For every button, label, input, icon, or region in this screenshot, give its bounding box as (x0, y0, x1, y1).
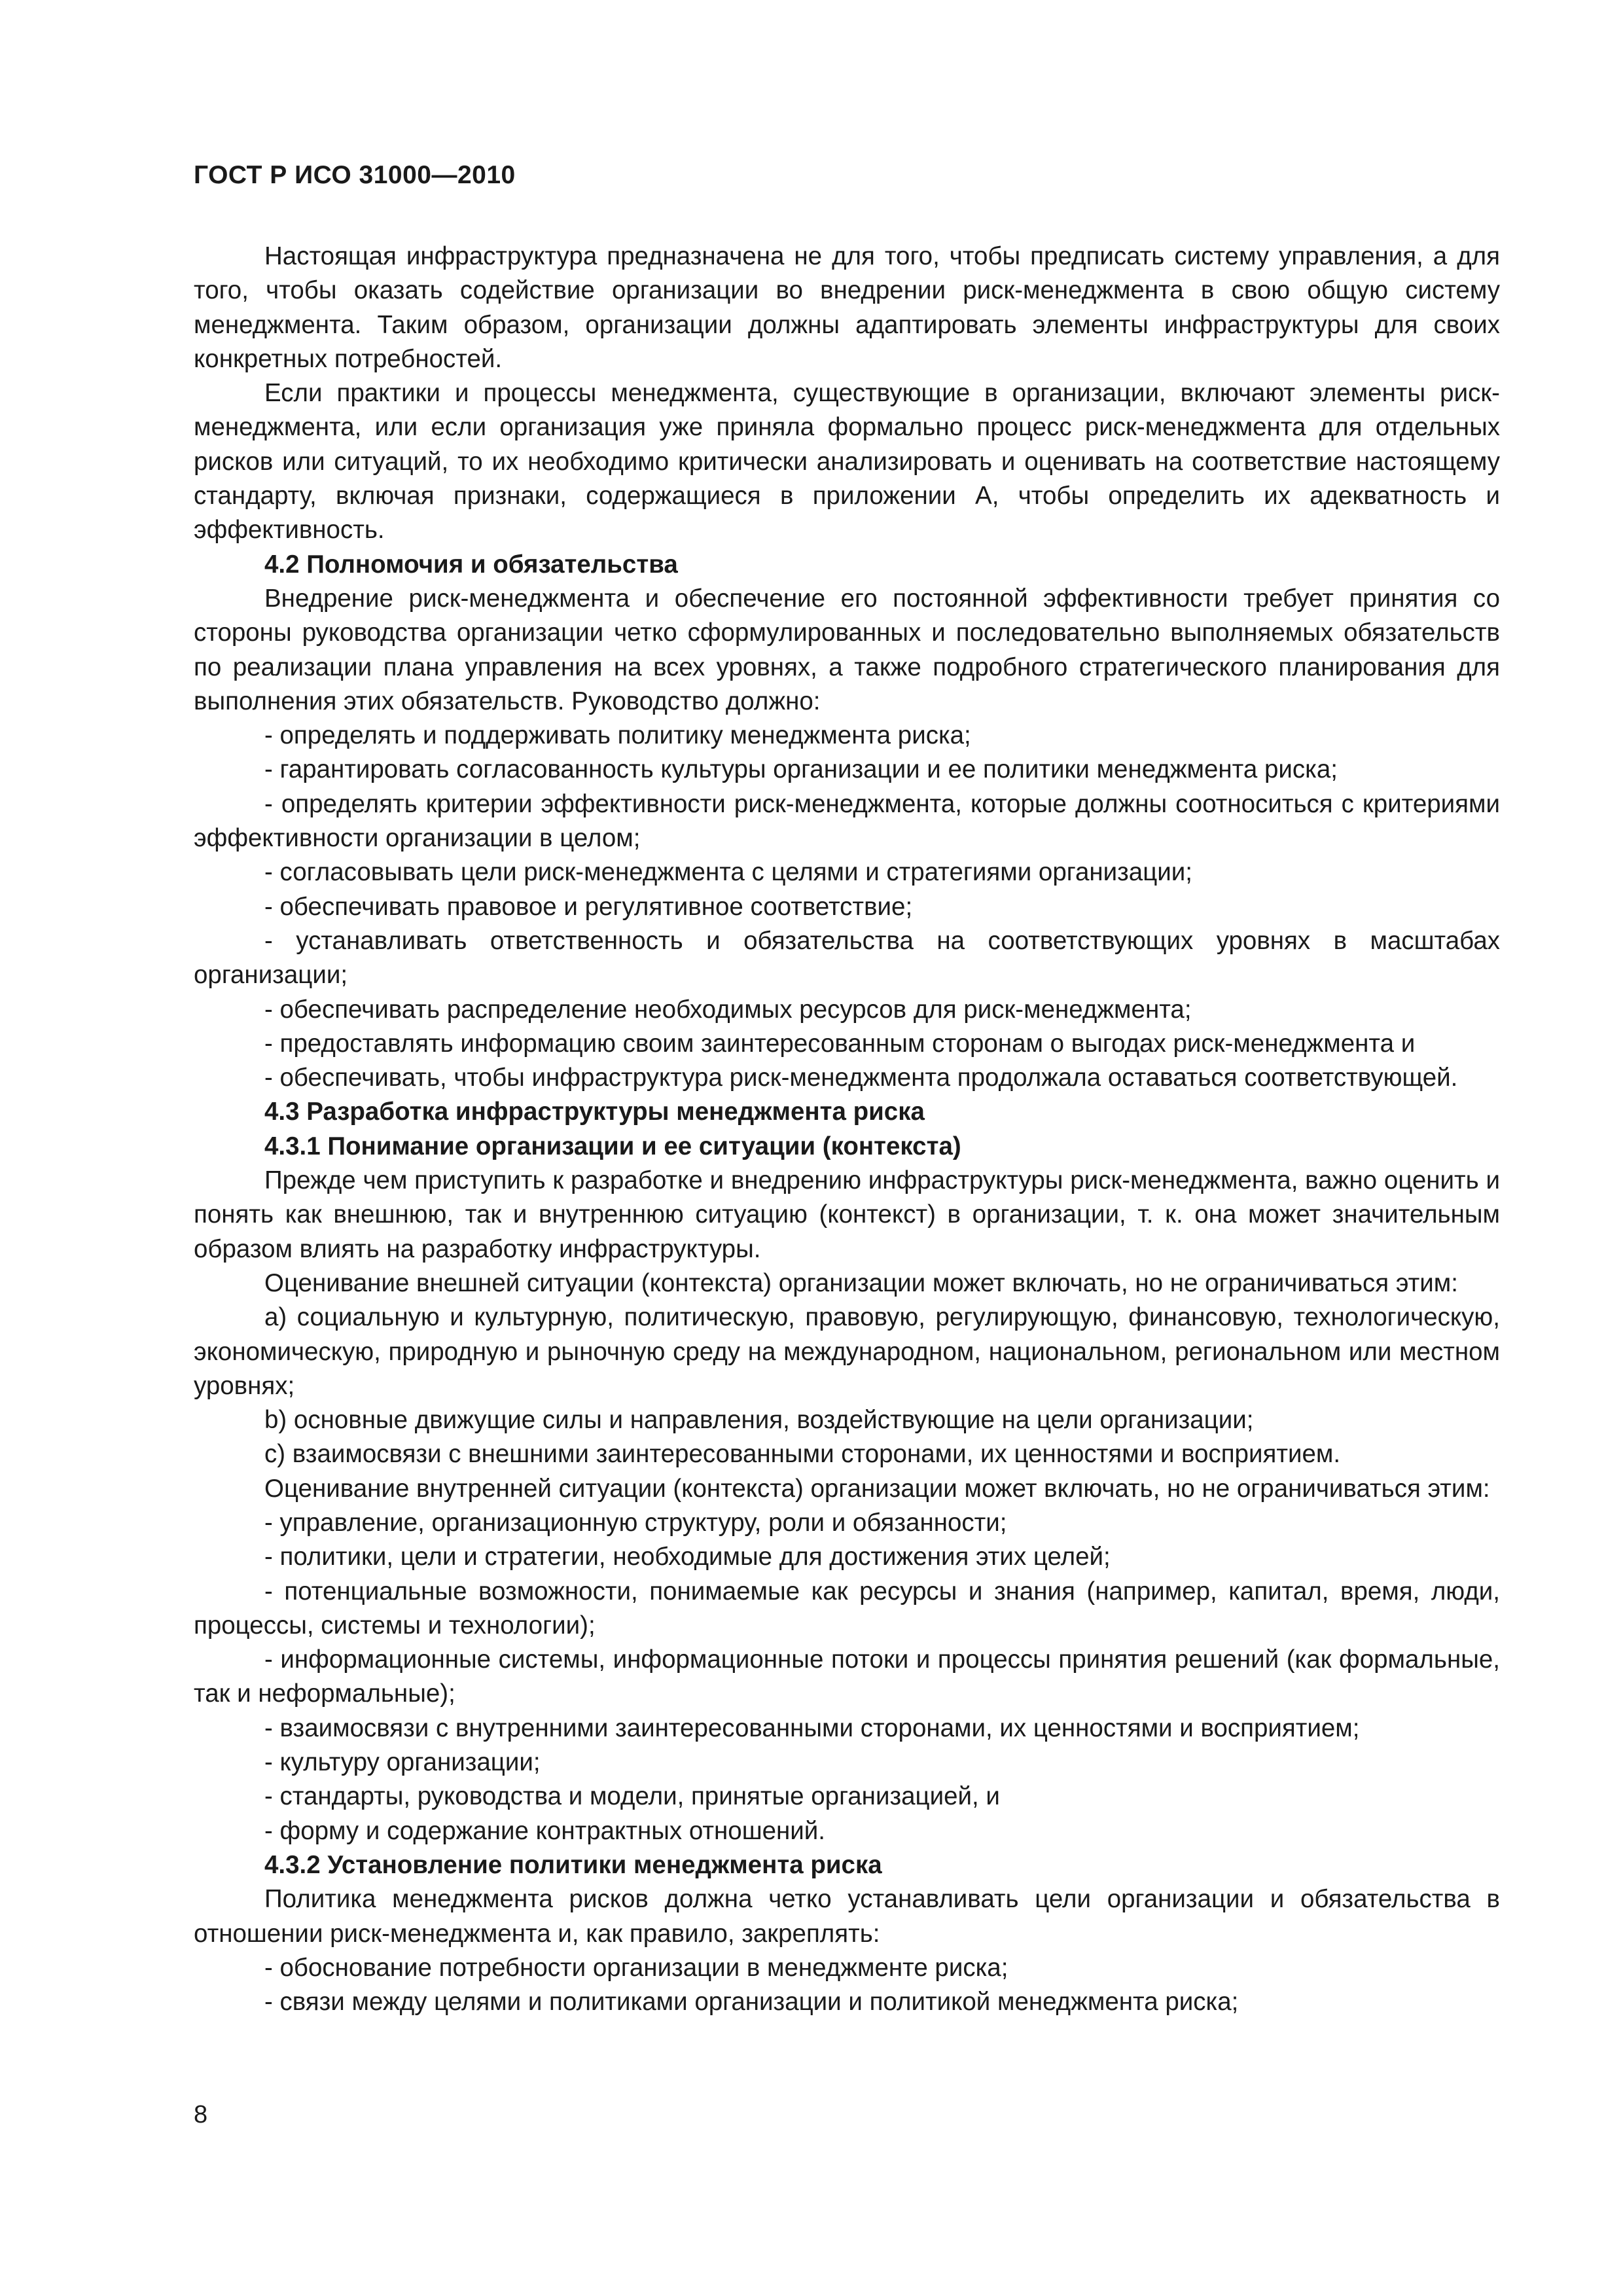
paragraph: - политики, цели и стратегии, необходимые для достижения этих целей; (264, 1543, 1111, 1571)
paragraph: - потенциальные возможности, понимаемые как ресурсы и знания (например, капитал, время, люди, процессы, системы и технологии); (194, 1577, 1500, 1640)
paragraph: - определять и поддерживать политику менеджмента риска; (264, 721, 971, 750)
paragraph: - культуру организации; (264, 1748, 541, 1777)
paragraph: Прежде чем приступить к разработке и внедрению инфраструктуры риск-менеджмента, важно оценить и понять как внешнюю, так и внутреннюю ситуацию (контекст) в организации, т. к. она может значительным образом влиять на разработку инфраструктуры. (194, 1166, 1500, 1263)
paragraph: a) социальную и культурную, политическую, правовую, регулирующую, финансовую, технологическую, экономическую, природную и рыночную среду на международном, национальном, региональном или местном уровнях; (194, 1303, 1500, 1400)
paragraph: Политика менеджмента рисков должна четко устанавливать цели организации и обязательства в отношении риск-менеджмента и, как правило, закреплять: (194, 1885, 1500, 1948)
paragraph: - устанавливать ответственность и обязательства на соответствующих уровнях в масштабах организации; (194, 926, 1500, 990)
paragraph: Оценивание внешней ситуации (контекста) организации может включать, но не ограничиваться этим: (264, 1268, 1458, 1297)
paragraph: - стандарты, руководства и модели, принятые организацией, и (264, 1782, 1000, 1811)
paragraph: - связи между целями и политиками организации и политикой менеджмента риска; (264, 1988, 1239, 2017)
paragraph: - обеспечивать, чтобы инфраструктура риск-менеджмента продолжала оставаться соответствующей. (264, 1064, 1458, 1092)
paragraph: Если практики и процессы менеджмента, существующие в организации, включают элементы риск-менеджмента, или если организация уже приняла формально процесс риск-менеджмента для отдельных рисков или ситуаций, то их необходимо критически анализировать и оценивать на соответствие настоящему стандарту, включая признаки, содержащиеся в приложении А, чтобы определить их адекватность и эффективность. (194, 379, 1500, 545)
section-heading: 4.3.1 Понимание организации и ее ситуации (контекста) (264, 1132, 961, 1160)
paragraph: b) основные движущие силы и направления, воздействующие на цели организации; (264, 1406, 1254, 1435)
section-heading: 4.2 Полномочия и обязательства (264, 550, 678, 579)
paragraph: - согласовывать цели риск-менеджмента с целями и стратегиями организации; (264, 858, 1192, 887)
page-number: 8 (194, 2101, 208, 2128)
paragraph: Внедрение риск-менеджмента и обеспечение его постоянной эффективности требует принятия со стороны руководства организации четко сформулированных и последовательно выполняемых обязательств по реализации плана управления на всех уровнях, а также подробного стратегического планирования для выполнения этих обязательств. Руководство должно: (194, 584, 1500, 715)
paragraph: - определять критерии эффективности риск-менеджмента, которые должны соотноситься с критериями эффективности организации в целом; (194, 789, 1500, 853)
paragraph: - предоставлять информацию своим заинтересованным сторонам о выгодах риск-менеджмента и (264, 1029, 1416, 1058)
paragraph: - управление, организационную структуру, роли и обязанности; (264, 1508, 1007, 1537)
paragraph: - обеспечивать правовое и регулятивное соответствие; (264, 892, 913, 921)
paragraph: - форму и содержание контрактных отношений. (264, 1816, 825, 1845)
paragraph: - обоснование потребности организации в менеджменте риска; (264, 1953, 1008, 1982)
paragraph: - обеспечивать распределение необходимых ресурсов для риск-менеджмента; (264, 995, 1192, 1024)
section-heading: 4.3.2 Установление политики менеджмента риска (264, 1850, 882, 1879)
paragraph: - информационные системы, информационные потоки и процессы принятия решений (как формальные, так и неформальные); (194, 1645, 1500, 1708)
section-heading: 4.3 Разработка инфраструктуры менеджмента риска (264, 1098, 925, 1126)
paragraph: c) взаимосвязи с внешними заинтересованными сторонами, их ценностями и восприятием. (264, 1440, 1341, 1469)
paragraph: Оценивание внутренней ситуации (контекста) организации может включать, но не ограничиваться этим: (264, 1474, 1490, 1503)
paragraph: - гарантировать согласованность культуры организации и ее политики менеджмента риска; (264, 755, 1338, 784)
document-header: ГОСТ Р ИСО 31000—2010 (194, 161, 516, 189)
paragraph: Настоящая инфраструктура предназначена не для того, чтобы предписать систему управления, а для того, чтобы оказать содействие организации во внедрении риск-менеджмента в свою общую систему менеджмента. Таким образом, организации должны адаптировать элементы инфраструктуры для своих конкретных потребностей. (194, 242, 1500, 373)
document-body (194, 240, 1500, 2019)
paragraph: - взаимосвязи с внутренними заинтересованными сторонами, их ценностями и восприятием; (264, 1713, 1360, 1742)
